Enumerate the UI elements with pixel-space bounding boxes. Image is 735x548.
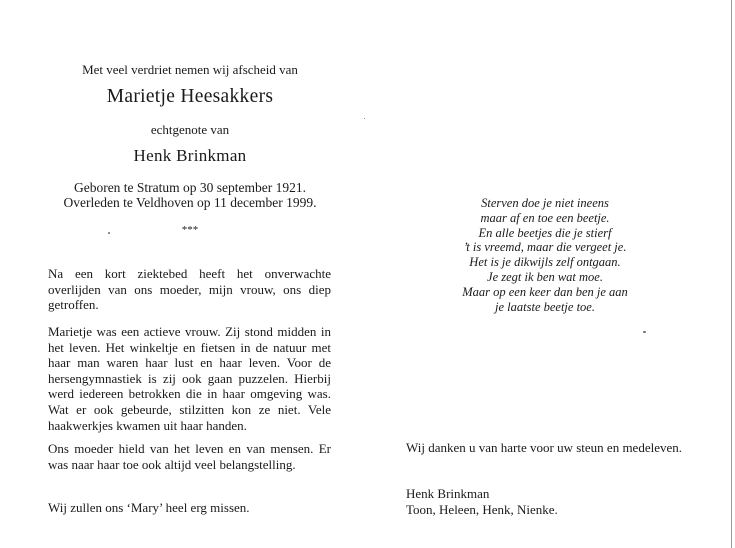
scan-edge: [731, 0, 732, 548]
paragraph-illness: Na een kort ziektebed heeft het onverwachte overlijden van ons moeder, mijn vrouw, ons diep getroffen.: [48, 266, 331, 313]
poem-line: Het is je dikwijls zelf ontgaan.: [469, 255, 621, 270]
poem-line: Je zegt ik ben wat moe.: [487, 269, 603, 284]
thanks-text: Wij danken u van harte voor uw steun en medeleven.: [406, 440, 682, 455]
death-line: Overleden te Veldhoven op 11 december 1999.: [63, 195, 317, 210]
signature-block: [406, 486, 558, 517]
intro-line: Met veel verdriet nemen wij afscheid van: [82, 62, 298, 77]
poem-line: ’t is vreemd, maar die vergeet je.: [463, 240, 627, 255]
poem: [400, 196, 690, 314]
dates-block: [30, 180, 350, 210]
poem-line: maar af en toe een beetje.: [480, 210, 610, 225]
poem-line: Sterven doe je niet ineens: [481, 196, 609, 210]
paragraph-people: Ons moeder hield van het leven en van mensen. Er was naar haar toe ook altijd veel belangstelling.: [48, 441, 331, 472]
scan-speck: [108, 232, 110, 234]
poem-line: Maar op een keer dan ben je aan: [462, 284, 628, 299]
paragraph-life: Marietje was een actieve vrouw. Zij stond midden in het leven. Het winkeltje en fietsen in de natuur met haar man waren haar lust en haar leven. Voor de hersengymnastiek is zij ook gaan puzzelen. Hierbij werd iedereen betrokken die in haar omgeving was. Wat er ook gebeurde, stilzitten kon ze niet. Vele haakwerkjes kwamen uit haar handen.: [48, 324, 331, 433]
scan-speck: [364, 118, 365, 119]
deceased-name: Marietje Heesakkers: [106, 86, 274, 107]
separator-stars: ***: [181, 224, 199, 236]
scan-speck: [643, 331, 646, 333]
poem-line: En alle beetjes die je stierf: [478, 225, 612, 240]
birth-line: Geboren te Stratum op 30 september 1921.: [73, 180, 307, 195]
spouse-label: echtgenote van: [150, 122, 230, 137]
spouse-name: Henk Brinkman: [133, 146, 247, 165]
poem-line: je laatste beetje toe.: [495, 299, 595, 314]
signature-husband: Henk Brinkman: [406, 486, 490, 501]
signature-children: Toon, Heleen, Henk, Nienke.: [406, 501, 558, 517]
paragraph-miss: Wij zullen ons ‘Mary’ heel erg missen.: [48, 500, 250, 515]
